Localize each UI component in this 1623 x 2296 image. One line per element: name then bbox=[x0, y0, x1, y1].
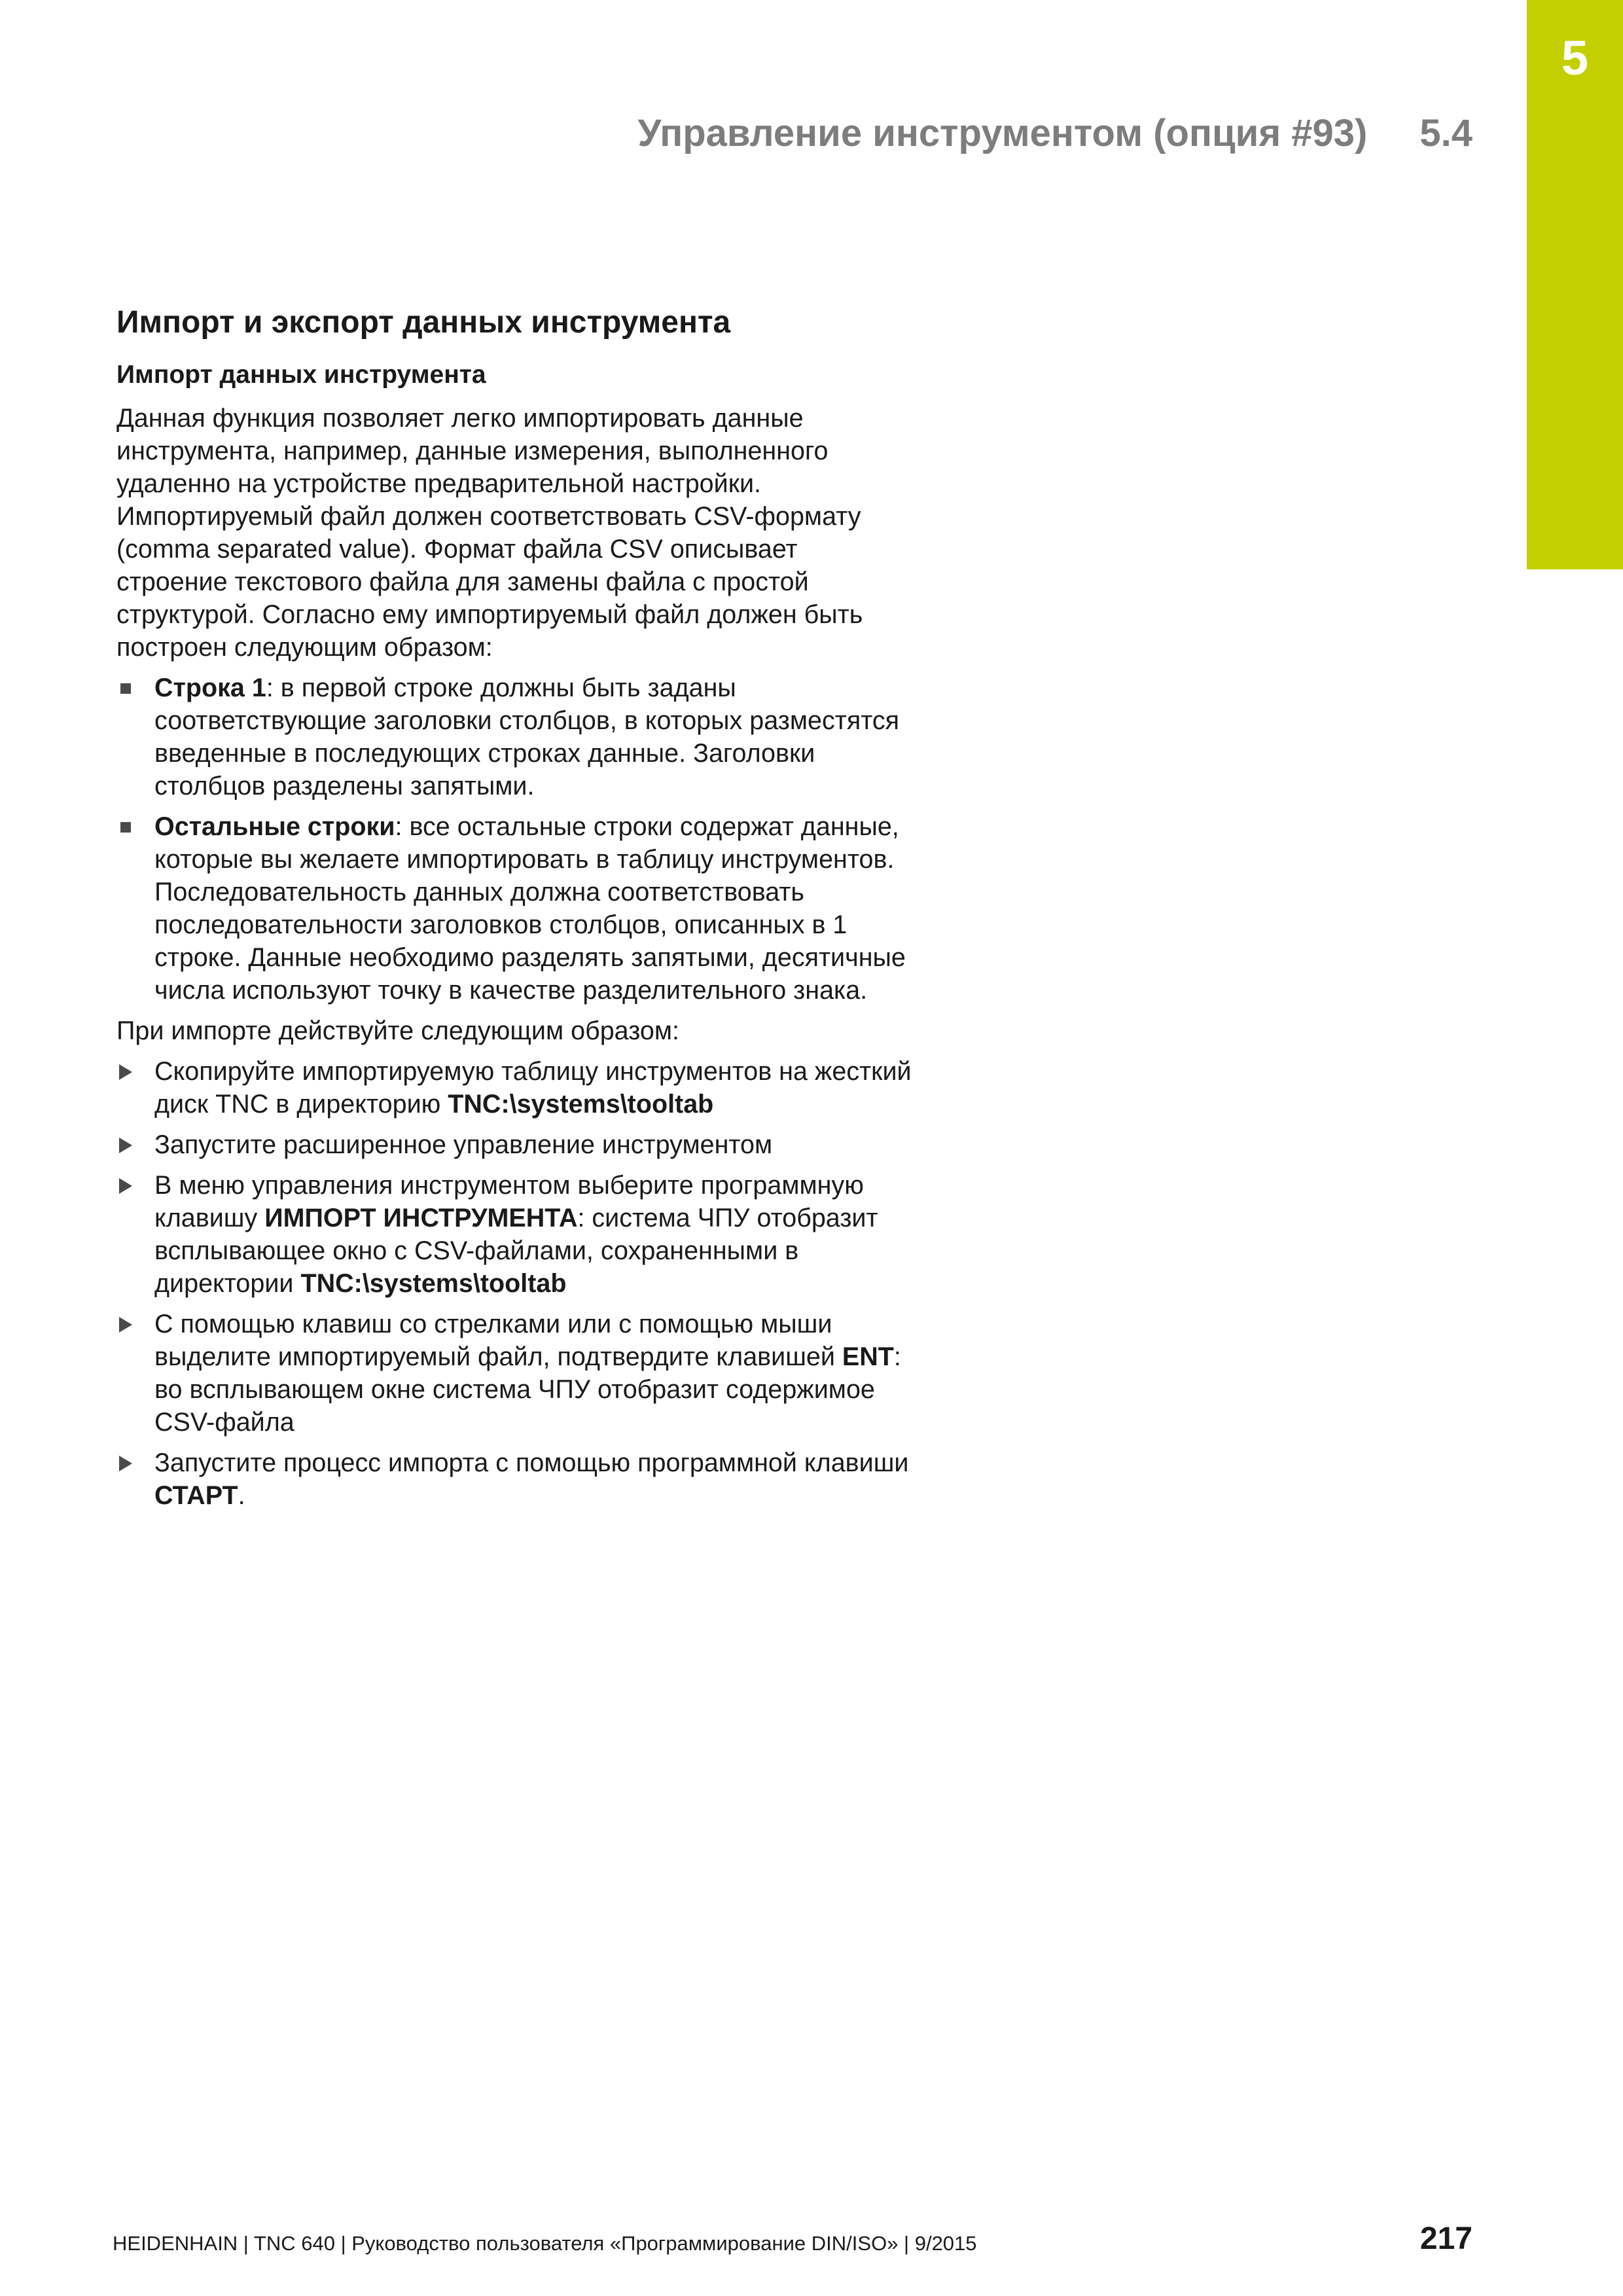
arrow-bullet-icon bbox=[119, 1456, 132, 1471]
square-bullet-icon bbox=[120, 822, 131, 833]
arrow-bullet-icon bbox=[119, 1064, 132, 1080]
step-list bbox=[116, 1055, 915, 1512]
step-text: . bbox=[238, 1481, 245, 1511]
bullet-text: : все остальные строки содержат данные, которые вы желаете импортировать в таблицу инструментов. Последовательность данных должна соответствовать последовательности заголовков столбцов, описанных в 1 строке. Данные необходимо разделять запятыми, десятичные числа используют точку в качестве разделительного знака. bbox=[154, 812, 906, 1005]
subheading: Импорт данных инструмента bbox=[116, 360, 486, 389]
step-text: В меню управления инструментом выберите программную клавишу bbox=[154, 1171, 864, 1233]
step-text: : во всплывающем окне система ЧПУ отобразит содержимое CSV-файла bbox=[154, 1342, 901, 1437]
intro-paragraph: Данная функция позволяет легко импортировать данные инструмента, например, данные измерения, выполненного удаленно на устройстве предварительной настройки. Импортируемый файл должен соответствовать CSV-формату (comma separated value). Формат файла CSV описывает строение текстового файла для замены файла с простой структурой. Согласно ему импортируемый файл должен быть построен следующим образом: bbox=[116, 404, 863, 662]
step-item bbox=[116, 1446, 915, 1512]
bullet-label: Остальные строки bbox=[154, 812, 395, 842]
running-head-section-number: 5.4 bbox=[1419, 112, 1472, 154]
step-item bbox=[116, 1169, 915, 1300]
running-head bbox=[637, 112, 1472, 154]
step-softkey: СТАРТ bbox=[154, 1481, 238, 1511]
footer-text: HEIDENHAIN | TNC 640 | Руководство пользователя «Программирование DIN/ISO» | 9/2015 bbox=[113, 2232, 977, 2255]
square-bullet-icon bbox=[120, 683, 131, 694]
step-softkey: ИМПОРТ ИНСТРУМЕНТА bbox=[264, 1204, 578, 1233]
running-head-title: Управление инструментом (опция #93) bbox=[637, 112, 1368, 154]
step-item bbox=[116, 1308, 915, 1439]
step-text: : система ЧПУ отобразит всплывающее окно с CSV-файлами, сохраненными в директории bbox=[154, 1204, 878, 1299]
step-text: Запустите процесс импорта с помощью программной клавиши bbox=[154, 1448, 909, 1478]
page-content bbox=[116, 304, 915, 1520]
step-path: TNC:\systems\tooltab bbox=[448, 1090, 714, 1119]
step-path: TNC:\systems\tooltab bbox=[300, 1269, 567, 1299]
step-text: Скопируйте импортируемую таблицу инструментов на жесткий диск TNC в директорию bbox=[154, 1057, 912, 1119]
chapter-number: 5 bbox=[1561, 31, 1589, 85]
section-heading: Импорт и экспорт данных инструмента bbox=[116, 305, 731, 340]
procedure-intro: При импорте действуйте следующим образом: bbox=[116, 1016, 679, 1046]
bullet-list bbox=[116, 672, 915, 1007]
bullet-text: : в первой строке должны быть заданы соответствующие заголовки столбцов, в которых разместятся введенные в последующих строках данные. Заголовки столбцов разделены запятыми. bbox=[154, 673, 899, 801]
step-item bbox=[116, 1128, 915, 1161]
step-item bbox=[116, 1055, 915, 1121]
step-text: Запустите расширенное управление инструментом bbox=[154, 1130, 773, 1160]
list-item bbox=[116, 672, 915, 802]
arrow-bullet-icon bbox=[119, 1138, 132, 1153]
list-item bbox=[116, 810, 915, 1007]
page-number: 217 bbox=[1419, 2221, 1472, 2256]
bullet-label: Строка 1 bbox=[154, 673, 266, 703]
step-text: С помощью клавиш со стрелками или с помощью мыши выделите импортируемый файл, подтвердите клавишей bbox=[154, 1310, 842, 1372]
arrow-bullet-icon bbox=[119, 1317, 132, 1333]
chapter-tab bbox=[1527, 0, 1623, 569]
step-key: ENT bbox=[842, 1342, 894, 1372]
arrow-bullet-icon bbox=[119, 1178, 132, 1194]
